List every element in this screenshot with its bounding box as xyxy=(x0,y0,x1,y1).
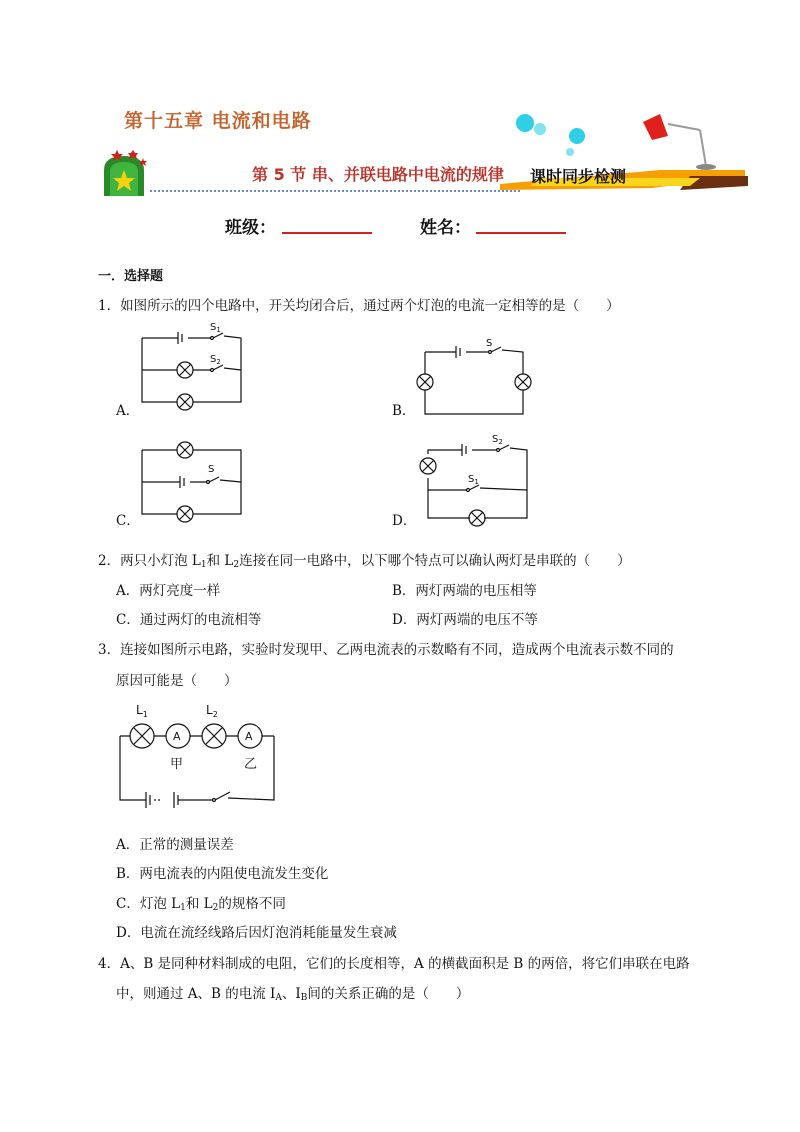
circuit-c-diagram xyxy=(130,436,250,526)
bubble-icon xyxy=(569,128,585,144)
class-field[interactable] xyxy=(282,232,372,234)
ammeter-jia-label: A xyxy=(173,730,181,743)
name-label: 姓名： xyxy=(420,218,471,238)
lamp-l1-label: $L_1$ xyxy=(136,703,148,719)
question-3-option-a[interactable]: A．正常的测量误差 xyxy=(116,837,234,853)
switch-s-label: S xyxy=(486,338,493,349)
yi-label: 乙 xyxy=(244,757,258,772)
lamp-l2-label: $L_2$ xyxy=(206,703,218,719)
question-3-option-c[interactable]: C．灯泡 $L_1$和 $L_2$的规格不同 xyxy=(116,896,286,913)
question-3-option-d[interactable]: D．电流在流经线路后因灯泡消耗能量发生衰减 xyxy=(116,925,397,941)
sync-test-title: 课时同步检测 xyxy=(530,167,627,186)
circuit-q3-diagram xyxy=(112,700,287,810)
question-2-option-d[interactable]: D．两灯两端的电压不等 xyxy=(392,612,538,628)
question-1-stem: 1．如图所示的四个电路中，开关均闭合后，通过两个灯泡的电流一定相等的是（ ） xyxy=(98,298,620,314)
chapter-title: 第十五章 电流和电路 xyxy=(124,110,312,132)
class-label: 班级： xyxy=(225,218,276,238)
section-title: 第 5 节 串、并联电路中电流的规律 xyxy=(252,165,504,184)
circuit-a-diagram xyxy=(130,320,250,420)
switch-s-label: S xyxy=(208,464,215,475)
switch-s1-label: $S_1$ xyxy=(210,322,221,334)
section-heading: 一．选择题 xyxy=(98,269,164,284)
question-4-stem-line2: 中，则通过 A、B 的电流 $I_A$、$I_B$间的关系正确的是（ ） xyxy=(116,986,470,1003)
switch-s2-label: $S_2$ xyxy=(492,434,503,446)
question-3-stem-line1: 3．连接如图所示电路，实验时发现甲、乙两电流表的示数略有不同，造成两个电流表示数不同的 xyxy=(98,642,674,658)
question-2-option-c[interactable]: C．通过两灯的电流相等 xyxy=(116,612,262,628)
option-b-label[interactable]: B． xyxy=(392,403,416,419)
question-2-option-b[interactable]: B．两灯两端的电压相等 xyxy=(392,583,537,599)
option-d-label[interactable]: D． xyxy=(392,513,417,529)
jia-label: 甲 xyxy=(170,757,184,772)
bubble-icon xyxy=(566,148,574,156)
option-c-label[interactable]: C． xyxy=(116,513,140,529)
name-field[interactable] xyxy=(476,232,566,234)
circuit-b-diagram xyxy=(410,338,540,418)
switch-s1-label: $S_1$ xyxy=(468,474,479,486)
option-a-label[interactable]: A． xyxy=(116,403,140,419)
ammeter-yi-label: A xyxy=(245,730,253,743)
question-4-stem-line1: 4．A、B 是同种材料制成的电阻，它们的长度相等，A 的横截面积是 B 的两倍，将它们串联在电路 xyxy=(98,956,690,972)
question-2-option-a[interactable]: A．两灯亮度一样 xyxy=(116,583,221,599)
question-3-option-b[interactable]: B．两电流表的内阻使电流发生变化 xyxy=(116,866,329,882)
bubble-icon xyxy=(534,123,546,135)
star-badge-icon xyxy=(104,150,147,196)
question-3-stem-line2: 原因可能是（ ） xyxy=(116,673,238,689)
question-2-stem: 2．两只小灯泡 $L_1$和 $L_2$连接在同一电路中，以下哪个特点可以确认两灯是串联的（ ） xyxy=(98,553,631,570)
bubble-icon xyxy=(516,114,534,132)
desk-lamp-icon xyxy=(643,114,716,170)
circuit-d-diagram xyxy=(412,432,532,528)
switch-s2-label: $S_2$ xyxy=(210,354,221,366)
